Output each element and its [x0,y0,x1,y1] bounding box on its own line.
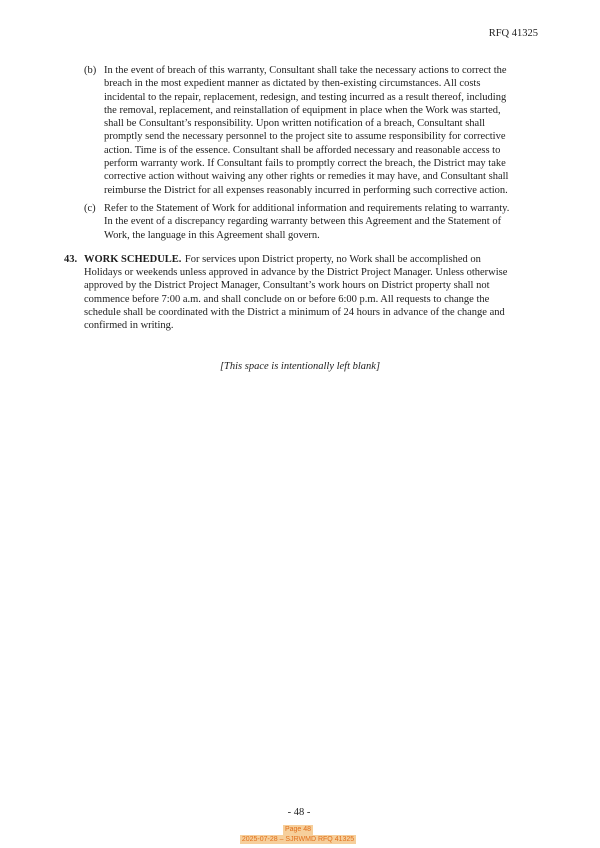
text-line: corrective action without waiving any other rights or remedies it may have, and Consultant shall [104,171,509,183]
section-43-work-schedule [64,253,536,333]
text-line: Refer to the Statement of Work for additional information and requirements relating to warranty. [104,202,510,214]
page-number: - 48 - [287,807,311,818]
text-line: shall be Consultant’s responsibility. Upon written notification of a breach, Consultant shall [104,118,486,130]
paragraph-b [84,64,536,197]
paragraph-b-text [104,64,536,197]
paragraph-c-label: (c) [84,202,96,214]
section-43-first-line [84,253,536,266]
intentionally-blank-note: [This space is intentionally left blank] [219,360,381,372]
section-43-title: WORK SCHEDULE. [84,253,182,265]
header-rfq-number: RFQ 41325 [488,28,538,39]
paragraph-c-text [104,202,536,242]
text-line: the removal, replacement, and reinstallation of equipment in place when the Work was started, [104,104,501,116]
text-line: schedule shall be coordinated with the District a minimum of 24 hours in advance of the change and [84,307,505,319]
section-43-text [84,266,536,332]
section-43-first-line-text: For services upon District property, no Work shall be accomplished on [184,253,481,265]
text-line: perform warranty work. If Consultant fails to promptly correct the breach, the District may take [104,158,506,170]
section-43-number: 43. [64,253,78,265]
text-line: promptly send the necessary personnel to the project site to assume responsibility for corrective [104,131,506,143]
text-line: Holidays or weekends unless approved in advance by the District Project Manager. Unless otherwise [84,267,508,279]
paragraph-c [84,202,536,242]
text-line: approved by the District Project Manager, Consultant’s work hours on District property shall not [84,280,490,292]
document-body [64,64,536,373]
stamp-date-rfq-label: 2025-07-28 – SJRWMD RFQ 41325 [241,835,355,843]
text-line: breach in the most expedient manner as dictated by then-existing circumstances. All costs [104,78,481,90]
text-line: confirmed in writing. [84,320,174,332]
footer-stamp [0,825,596,844]
text-line: Work, the language in this Agreement shall govern. [104,229,320,241]
text-line: commence before 7:00 a.m. and shall conclude on or before 6:00 p.m. All requests to change the [84,293,490,305]
text-line: In the event of a discrepancy regarding warranty between this Agreement and the Statement of [104,216,502,228]
text-line: action. Time is of the essence. Consultant shall be afforded necessary and reasonable access to [104,144,501,156]
text-line: In the event of breach of this warranty, Consultant shall take the necessary actions to correct the [104,65,507,76]
page-header [489,27,538,40]
text-line: incidental to the repair, replacement, redesign, and testing incurred as a result thereof, including [104,91,507,103]
text-line: reimburse the District for all expenses reasonably incurred in performing such corrective action. [104,184,508,196]
paragraph-b-label: (b) [84,65,97,76]
stamp-page-label: Page 48 [284,826,312,833]
